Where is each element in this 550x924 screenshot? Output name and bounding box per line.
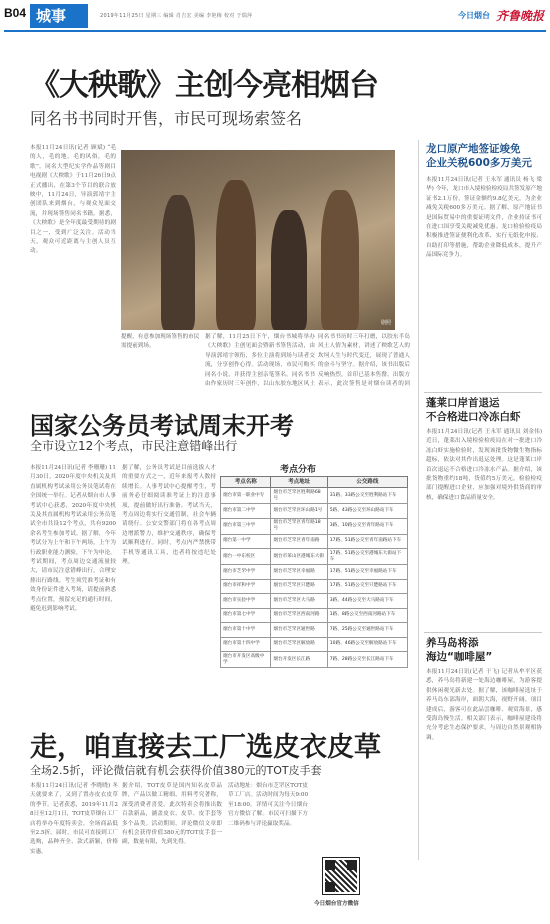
table-cell: 烟台市芝罘区胜利路68号 <box>271 488 327 504</box>
table-header-cell: 公交路线 <box>327 477 407 488</box>
headline-line: 龙口原产地签证竣免 <box>426 143 521 155</box>
table-cell: 5路、43路公交至环山路站下车 <box>327 504 407 519</box>
masthead <box>458 7 544 24</box>
table-cell: 烟台第一中学 <box>221 534 271 549</box>
wechat-qr-code[interactable] <box>322 857 360 895</box>
table-row <box>221 579 408 594</box>
sidebar-story2-body: 本报11月24日讯(记者 王永军 通讯员 刘金伟) 近日，蓬莱出入境检验检疫局在对一批进口冷冻白虾实施检验时，发现该批货物微生物指标超标，依法对其作出退运处理。这是蓬莱口岸首次退运不合格进口冷冻水产品。据介绍，该批货物重约18吨，货值约5万美元。检验检疫部门提醒进口企业，应加强对境外供货商的审核，确保进口食品质量安全。 <box>426 429 542 501</box>
section-tab[interactable]: 城事 <box>30 4 88 28</box>
table-cell: 烟台市祥和中学 <box>221 579 271 594</box>
table-row <box>221 565 408 580</box>
story2-column-1: 本报11月24日讯(记者 李珊珊) 11月30日，2020年度中央机关及其直属机构考试录用公务员笔试将在全国统一举行。记者从烟台市人事考试中心获悉，2020年度中央机关及其直属机构考试录用公务员笔试全市共设12个考点，共有9200余名考生参加考试。据了解，今年考试分为上午和下午两场，上午为行政职业能力测验，下午为申论。考试期间，考点周边交通流量较大，请市民注意错峰出行，合理安排出行路线。考生须凭准考证和有效身份证件进入考场，请提前熟悉考点位置，预留充足的通行时间，避免迟到影响考试。 <box>30 465 116 613</box>
sidebar-story3-headline[interactable] <box>426 636 492 664</box>
table-cell: 烟台市开发区高级中学 <box>221 652 271 668</box>
headline-line: 蓬莱口岸首退运 <box>426 397 500 409</box>
table-cell: 17路、51路公交至只楚路站下车 <box>327 579 407 594</box>
table-cell: 烟台市第十四中学 <box>221 637 271 652</box>
table-cell: 3路、10路公交至青年路站下车 <box>327 518 407 534</box>
story1-column-2a: 提醒，有意参加现场签售的市民需提前到场。 <box>121 334 200 350</box>
photo-figure <box>161 195 195 330</box>
table-cell: 烟台开发区长江路 <box>271 652 327 668</box>
qr-caption: 今日烟台官方微信 <box>314 901 359 907</box>
story3-subhead: 全场2.5折，评论微信就有机会获得价值380元的TOT皮手套 <box>30 764 322 777</box>
story2-headline[interactable]: 国家公务员考试周末开考 <box>30 412 294 440</box>
table-cell: 31路、33路公交至胜利路站下车 <box>327 488 407 504</box>
table-row <box>221 637 408 652</box>
table-header-cell: 考点地址 <box>271 477 327 488</box>
table-row <box>221 652 408 668</box>
table-row <box>221 534 408 549</box>
story2-column-2: 据了解，公务员考试是目前选拔人才的重要方式之一，近年来报考人数持续增长。人事考试中心提醒考生，考前务必仔细阅读准考证上的注意事项，提前做好出行准备。考试当天，考点周边将实行交通管制，社会车辆请绕行。公安交警部门将在各考点周边增派警力，维护交通秩序，确保考试顺利进行。同时，考点内严禁携带手机等通讯工具，违者将按违纪处理。 <box>122 465 216 566</box>
table-cell: 烟台市芝罘区青年路18号 <box>271 518 327 534</box>
story1-photo[interactable] <box>121 150 395 330</box>
table-row <box>221 549 408 565</box>
table-cell: 烟台市芝罘区青年南路 <box>271 534 327 549</box>
exam-sites-table-body <box>221 488 408 668</box>
story3-column-1: 本报11月24日讯(记者 李晓晓) 冬天就要来了，又到了置办皮衣皮草的季节。记者获悉，2019年11月28日至12月1日，TOT皮草烟台工厂店将举办年度特卖会，全场商品低至2.5折。届时，市民可直接到工厂选购，品种齐全、款式新颖，价格实惠。 <box>30 783 118 855</box>
sidebar-story1-headline[interactable] <box>426 142 532 170</box>
table-row <box>221 518 408 534</box>
photo-figure <box>321 190 359 330</box>
table-cell: 17路、51路公交至港城东大街站下车 <box>327 549 407 565</box>
table-cell: 烟台市第一职业中专 <box>221 488 271 504</box>
photo-figure <box>271 210 307 330</box>
sidebar-story2-headline[interactable] <box>426 396 521 424</box>
table-cell: 烟台市芝罘区幸福路 <box>271 565 327 580</box>
sidebar-story3-body: 本报11月24日讯(记者 于飞) 记者从牟平区获悉，养马岛将新建一处海边咖啡屋，为游客提供休闲观光新去处。据了解，该咖啡屋选址于养马岛东部海岸，面朝大海，视野开阔。项目建成后，游客可在此品尝咖啡、观赏海景，感受海岛慢生活。相关部门表示，咖啡屋建设将充分考虑生态保护要求，与周边自然景观相协调。 <box>426 669 542 741</box>
table-cell: 烟台市芝罘区大马路 <box>271 594 327 609</box>
table-cell: 7路、28路公交至长江路站下车 <box>327 652 407 668</box>
table-cell: 17路、51路公交至幸福路站下车 <box>327 565 407 580</box>
edition-meta: 2019年11月25日 星期三 编辑 肖吉宏 美编 李艳梅 校对 于瑞萍 <box>100 13 253 19</box>
table-cell: 烟台市芝罘区环山路1号 <box>271 504 327 519</box>
table-cell: 烟台市芝罘区解放路 <box>271 637 327 652</box>
story1-column-1: 本报11月24日讯(记者 顾斌) “毛的人，毛的地，毛的风俗，毛的歌”。同名大型纪实学作品等剧目电视剧《大秧歌》于11月26日9点正式播出，在第3个节目的联合放映中，11月24日，导演郭靖宇主创团队来到烟台，与观众见面交流，并现场签售同名书籍。据悉，《大秧歌》是全年度最受期待的剧目之一，受到广泛关注。活动当天，观众可近距离与主创人员互动。 <box>30 145 116 255</box>
table-cell: 烟台市第七中学 <box>221 608 271 623</box>
table-cell: 烟台市第三中学 <box>221 518 271 534</box>
table-cell: 烟台市芝罘中学 <box>221 565 271 580</box>
table-row <box>221 488 408 504</box>
exam-sites-table-title: 考点分布 <box>280 465 317 475</box>
table-cell: 10路、46路公交至解放路站下车 <box>327 637 407 652</box>
sidebar-divider <box>418 140 419 860</box>
sidebar-rule <box>424 632 542 633</box>
page-header <box>4 4 546 30</box>
story1-column-3: 同名书书历时三年打磨，以胶东半岛风土人情为素材，讲述了秧歌艺人的坎坷人生与时代变迁，展现了普通人的奋斗与坚守。据介绍，该书出版后反响热烈，首印已基本售罄。出版方表示，此次签售是对烟台读者的回 <box>318 334 410 388</box>
publication-name: 今日烟台 <box>457 11 490 20</box>
exam-sites-table <box>220 476 408 668</box>
table-cell: 烟台市芝罘区通世路 <box>271 623 327 638</box>
header-rule <box>4 30 546 32</box>
table-cell: 烟台市莱山区港城东大街 <box>271 549 327 565</box>
story2-subhead: 全市设立12个考点，市民注意错峰出行 <box>30 439 238 453</box>
table-row <box>221 608 408 623</box>
story1-column-2: 据了解，11月25日下午，烟台书城将举办《大秧歌》主创见面会暨新书签售活动，由导演郭靖宇领衔，多位主演将到场与读者交流，分享创作心得。活动现场，市民可购买同名小说，并获得主创亲笔签名。同名书书由作家历时三年创作，以山东胶东地区风土 <box>205 334 315 388</box>
story1-subhead: 同名书书同时开售，市民可现场索签名 <box>30 109 303 128</box>
table-row <box>221 623 408 638</box>
table-cell: 17路、51路公交至青年南路站下车 <box>327 534 407 549</box>
table-row <box>221 504 408 519</box>
headline-line: 不合格进口冷冻白虾 <box>426 411 521 423</box>
sidebar-story1-body: 本报11月24日讯(记者 王永军 通讯员 杨飞 梁华) 今年，龙口市入境检验检疫局共签发原产地证书2.1万份，签证金额约9.8亿美元，为企业减免关税600多万美元。据了解，原产地证书是国际贸易中的重要证明文件，企业持证书可在进口国享受关税减免优惠。龙口检验检疫局积极推进签证便利化改革，实行无纸化申报、自助打印等措施，帮助企业降低成本，提升产品国际竞争力。 <box>426 177 542 259</box>
table-cell: 烟台一中东校区 <box>221 549 271 565</box>
table-cell: 烟台市第二中学 <box>221 504 271 519</box>
table-cell: 3路、44路公交至大马路站下车 <box>327 594 407 609</box>
table-cell: 烟台市实验中学 <box>221 594 271 609</box>
table-cell: 烟台市芝罘区西南河路 <box>271 608 327 623</box>
table-cell: 1路、8路公交至西南河路站下车 <box>327 608 407 623</box>
newspaper-logo: 齐鲁晚报 <box>495 9 544 23</box>
table-header-cell: 考点名称 <box>221 477 271 488</box>
photo-figure <box>216 180 256 330</box>
table-cell: 烟台市芝罘区只楚路 <box>271 579 327 594</box>
headline-line: 企业关税600多万美元 <box>426 157 532 169</box>
story3-column-3: 活动地址：烟台市芝罘区TOT皮草工厂店。活动时间为每天9:00至18:00。详情可关注今日烟台官方微信了解。市民可扫描下方二维码参与评论赢取奖品。 <box>228 783 308 827</box>
photo-credit: 剧照 <box>380 320 391 326</box>
headline-line: 养马岛将添 <box>426 637 479 649</box>
table-row <box>221 594 408 609</box>
story3-headline[interactable]: 走，咱直接去工厂选皮衣皮草 <box>30 732 381 763</box>
table-cell: 7路、25路公交至通世路站下车 <box>327 623 407 638</box>
page-number: B04 <box>4 6 27 20</box>
table-header-row <box>221 477 408 488</box>
sidebar-rule <box>424 392 542 393</box>
story3-column-2: 据介绍，TOT皮草是国内知名皮草品牌，产品以做工精细、用料考究著称，深受消费者喜爱。此次特卖会将推出数百款新品，涵盖皮衣、皮草、皮手套等多个品类。活动期间，评论微信文章即有机会获得价值380元的TOT皮手套一副，数量有限，先到先得。 <box>122 783 222 846</box>
table-cell: 烟台市第十中学 <box>221 623 271 638</box>
headline-line: 海边“咖啡屋” <box>426 651 493 663</box>
story1-headline[interactable]: 《大秧歌》主创今亮相烟台 <box>30 68 378 103</box>
